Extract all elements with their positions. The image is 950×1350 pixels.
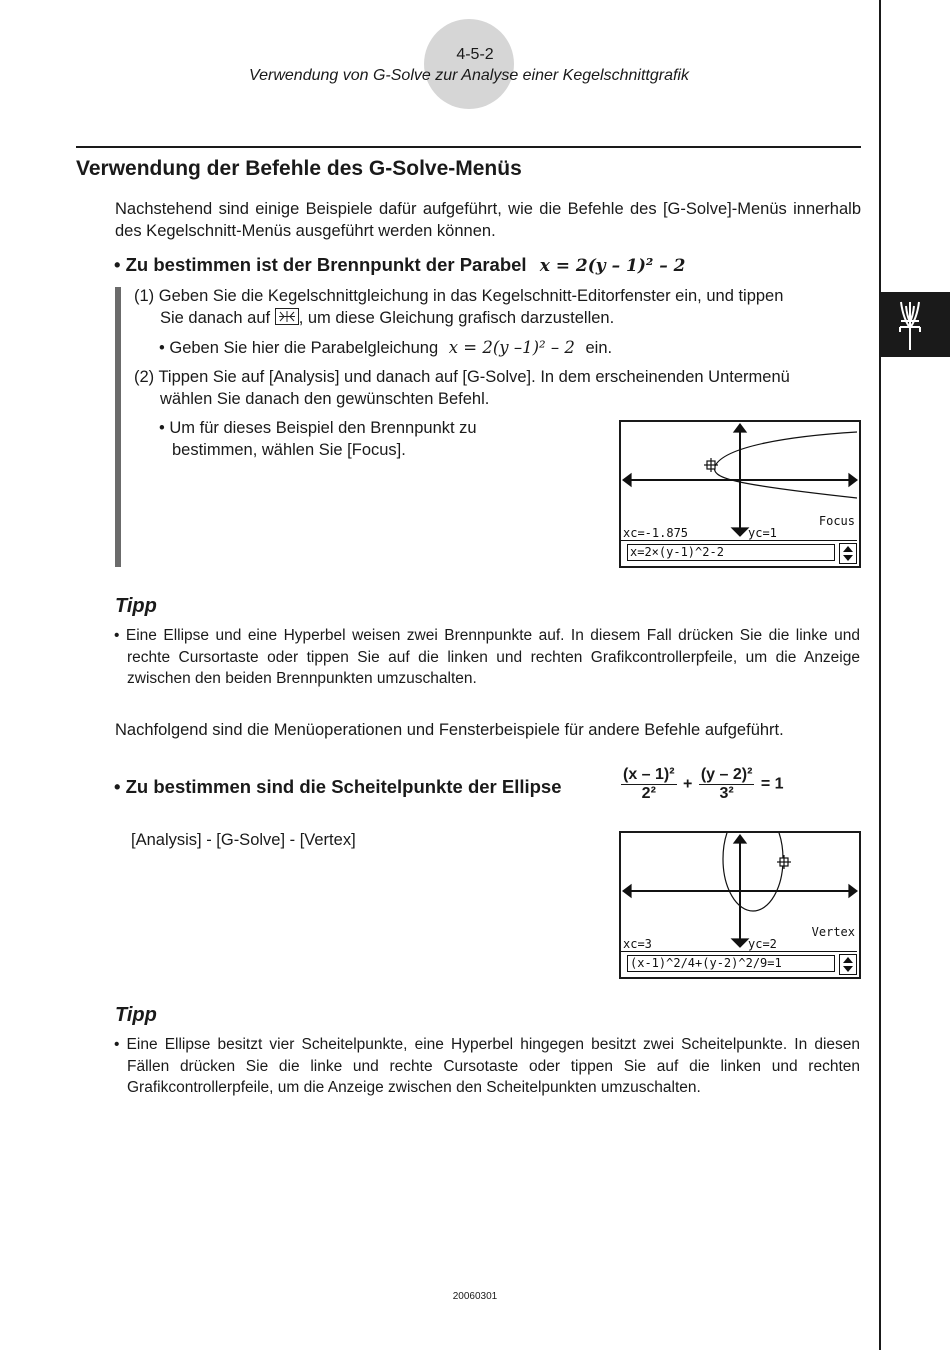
conic-section-tab (881, 292, 950, 357)
calculator-screen-vertex (619, 831, 861, 979)
step2-line2: wählen Sie danach den gewünschten Befehl. (160, 390, 490, 408)
tipp2-label: Tipp (115, 1004, 157, 1026)
tipp1-text: • Eine Ellipse und eine Hyperbel weisen zwei Brennpunkte auf. In diesem Fall drücken Sie die linke und rechte Cursortaste oder tippen Sie auf die linken und rechten Grafikcontrollerpfeile, um die Anzeige zwischen den beiden Brennpunkten umzuschalten. (114, 627, 860, 687)
page-header-title: Verwendung von G-Solve zur Analyse einer Kegelschnittgrafik (249, 67, 689, 84)
scroll-arrows-icon[interactable] (839, 543, 857, 564)
calculator-screen-focus (619, 420, 861, 568)
tipp2-text: • Eine Ellipse besitzt vier Scheitelpunkte, eine Hyperbel hingegen besitzt zwei Scheitelpunkte. In diesen Fällen drücken Sie die linke und rechte Cursotaste oder tippen Sie auf die linken und rechten Grafikcontrollerpfeile, um die Anzeige zwischen den Scheitelpunkten umzuschalten. (114, 1036, 860, 1096)
step2-line1: (2) Tippen Sie auf [Analysis] und danach auf [G-Solve]. In dem erscheinenden Untermenü (134, 368, 790, 386)
fraction-x-numerator: (x – 1)² (623, 766, 675, 783)
entry-bar (621, 540, 857, 565)
step1-line1: (1) Geben Sie die Kegelschnittgleichung in das Kegelschnitt-Editorfenster ein, und tippen (134, 287, 784, 305)
equation-input[interactable]: x=2×(y-1)^2-2 (627, 544, 835, 561)
fraction-x (621, 766, 677, 803)
step2-sub-line1: • Um für dieses Beispiel den Brennpunkt zu (159, 419, 477, 437)
section-title: Verwendung der Befehle des G-Solve-Menüs (76, 157, 522, 180)
step1-line2-post: , um diese Gleichung grafisch darzustellen. (298, 309, 615, 327)
header-circle (424, 19, 514, 109)
entry-bar (621, 951, 857, 976)
yc-readout: yc=2 (748, 937, 777, 951)
draw-graph-icon[interactable] (275, 308, 299, 325)
conic-section-icon (881, 292, 950, 357)
equals-one: = 1 (760, 775, 784, 793)
step1-sub-equation: x = 2(y –1)² – 2 (448, 338, 575, 357)
step1-sub-pre: • Geben Sie hier die Parabelgleichung (159, 339, 439, 357)
bullet-icon: • (114, 254, 126, 275)
graph-command-label: Vertex (811, 925, 855, 939)
step1-sub (159, 337, 612, 359)
page-number: 4-5-2 (456, 46, 494, 63)
fraction-y-denominator: 3² (719, 785, 734, 802)
scroll-arrows-icon[interactable] (839, 954, 857, 975)
step1-line2-pre: Sie danach auf (160, 309, 271, 327)
example1-heading (114, 254, 685, 276)
tipp1-label: Tipp (115, 595, 157, 617)
intro-paragraph: Nachstehend sind einige Beispiele dafür aufgeführt, wie die Befehle des [G-Solve]-Menüs innerhalb des Kegelschnitt-Menüs ausgeführt werden können. (115, 200, 861, 240)
parabola-equation: x = 2(y – 1)² – 2 (539, 256, 686, 276)
example2-heading-text: Zu bestimmen sind die Scheitelpunkte der Ellipse (125, 776, 562, 797)
bullet-icon: • (114, 776, 126, 797)
right-margin-rule (879, 0, 881, 1350)
equation-input[interactable]: (x-1)^2/4+(y-2)^2/9=1 (627, 955, 835, 972)
footer-code: 20060301 (452, 1291, 498, 1302)
followup-paragraph: Nachfolgend sind die Menüoperationen und Fensterbeispiele für andere Befehle aufgeführt. (115, 721, 784, 739)
fraction-x-denominator: 2² (641, 785, 656, 802)
example1-heading-text: Zu bestimmen ist der Brennpunkt der Parabel (125, 254, 527, 275)
yc-readout: yc=1 (748, 526, 777, 540)
step1-sub-post: ein. (585, 339, 613, 357)
step2-sub-line2: bestimmen, wählen Sie [Focus]. (172, 441, 406, 459)
menu-path: [Analysis] - [G-Solve] - [Vertex] (131, 831, 356, 849)
xc-readout: xc=3 (623, 937, 652, 951)
fraction-y-numerator: (y – 2)² (700, 766, 753, 783)
header-rule (76, 146, 861, 148)
example2-heading (114, 776, 562, 798)
fraction-y (699, 766, 755, 803)
ellipse-equation (619, 766, 784, 803)
plus-sign: + (683, 775, 693, 793)
xc-readout: xc=-1.875 (623, 526, 689, 540)
steps-sidebar-bar (115, 287, 121, 567)
step1-line2 (160, 307, 614, 329)
graph-command-label: Focus (818, 514, 855, 528)
